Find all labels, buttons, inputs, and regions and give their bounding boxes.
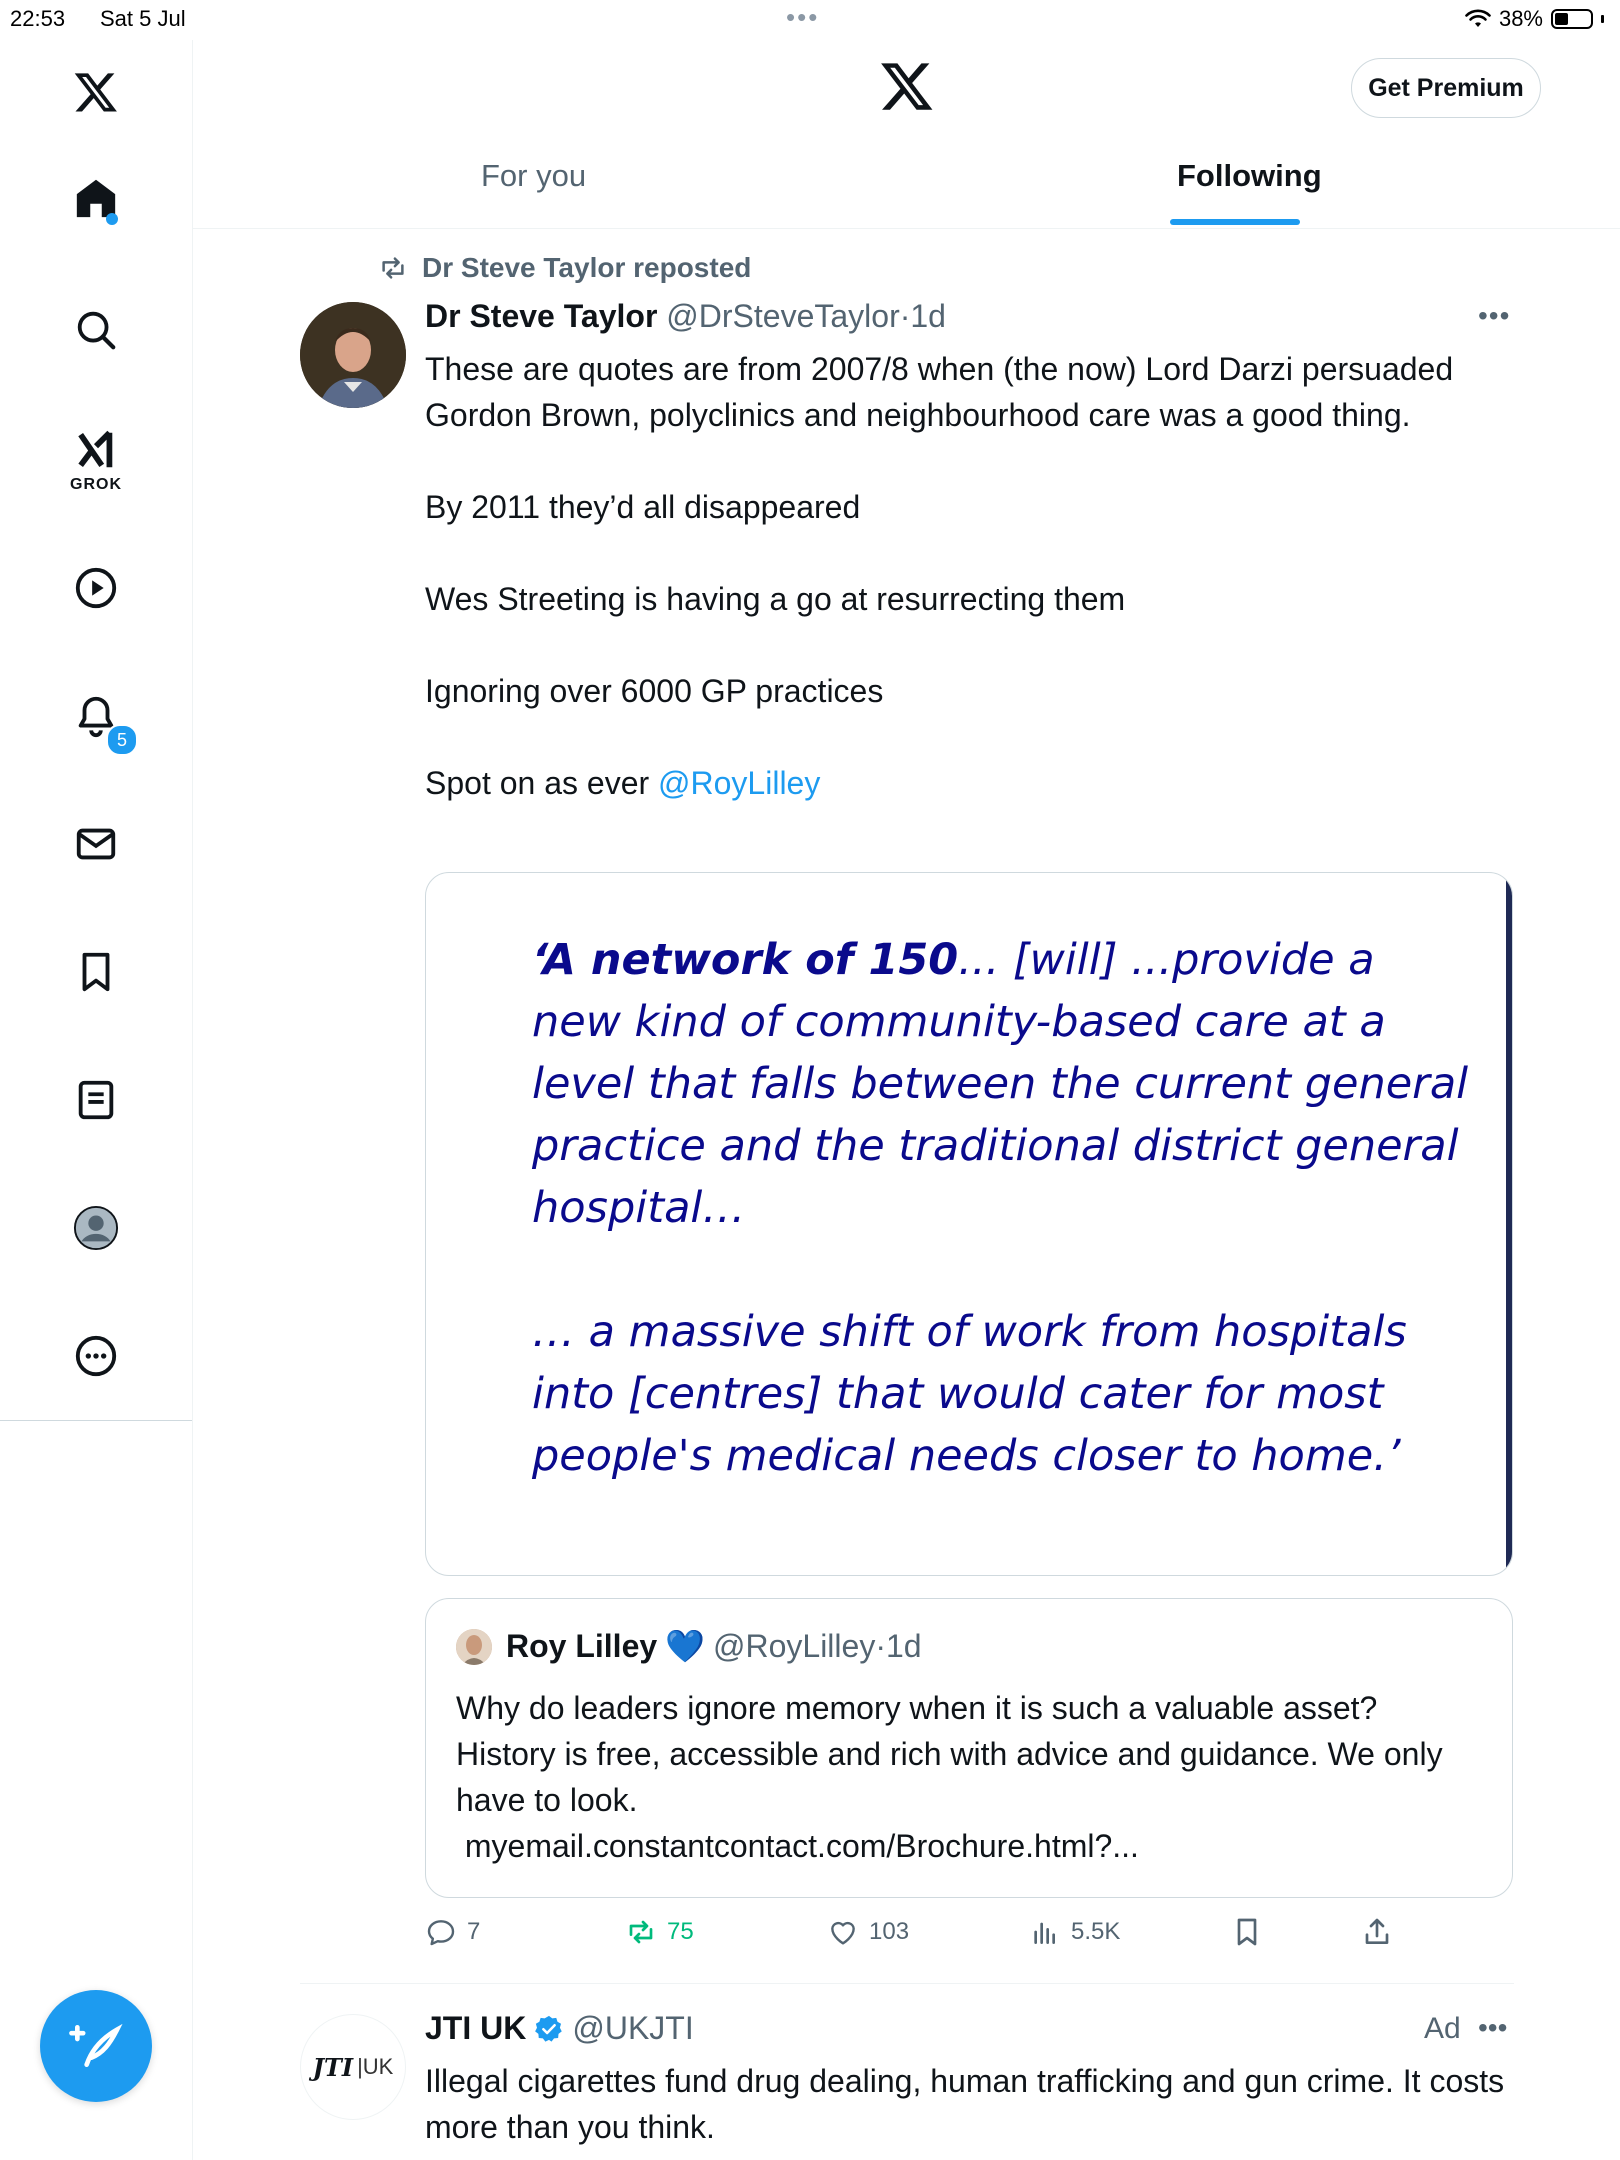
quoted-tweet[interactable]: [425, 1598, 1513, 1898]
ad-header: [425, 2010, 694, 2047]
bookmark-icon[interactable]: [66, 942, 126, 1002]
battery-icon: [1551, 9, 1593, 29]
ad-more-icon[interactable]: •••: [1478, 2012, 1508, 2043]
verified-badge-icon: [534, 2014, 564, 2044]
tab-following[interactable]: Following: [1177, 158, 1322, 193]
x-logo-icon[interactable]: [66, 62, 126, 122]
separator-dot: ·: [899, 298, 911, 334]
mention-link[interactable]: @RoyLilley: [658, 765, 821, 801]
author-handle[interactable]: @DrSteveTaylor: [666, 298, 900, 334]
views-icon: [1029, 1916, 1061, 1948]
image-quote-rest: ... [will] ...provide a new kind of community-based care at a level that falls between the current general practice and the traditional district general hospital…: [532, 935, 1469, 1233]
status-bar: [0, 0, 1620, 40]
ad-avatar[interactable]: [300, 2014, 406, 2120]
like-button[interactable]: [827, 1916, 909, 1948]
tweet-paragraph: By 2011 they’d all disappeared: [425, 489, 861, 525]
quoted-handle: @RoyLilley: [713, 1627, 876, 1664]
image-quote-text: [532, 929, 1472, 1487]
reply-count: 7: [467, 1918, 481, 1945]
quoted-header: [506, 1627, 922, 1665]
tweet-paragraph-last: [425, 760, 1505, 806]
tweet-text: [425, 346, 1505, 806]
active-tab-indicator: [1170, 219, 1300, 225]
avatar-icon[interactable]: [66, 1198, 126, 1258]
repost-count: 75: [667, 1918, 694, 1945]
repost-indicator[interactable]: [378, 252, 751, 284]
quoted-author-avatar: [456, 1629, 492, 1665]
views-count: 5.5K: [1071, 1918, 1121, 1945]
battery-level: [1555, 13, 1568, 25]
repost-label: Dr Steve Taylor reposted: [422, 252, 752, 283]
wifi-icon: [1465, 9, 1491, 29]
share-button[interactable]: [1361, 1916, 1393, 1948]
heart-icon: [827, 1916, 859, 1948]
blue-heart-emoji: 💙: [665, 1628, 705, 1664]
separator-dot: ·: [875, 1627, 886, 1664]
quoted-body: Why do leaders ignore memory when it is such a valuable asset? History is free, accessible and rich with advice and guidance. We only have to look.: [456, 1690, 1443, 1818]
author-avatar[interactable]: [300, 302, 406, 408]
tab-for-you[interactable]: For you: [481, 158, 587, 193]
sidebar: [0, 40, 193, 2160]
tweet-more-icon[interactable]: •••: [1478, 300, 1511, 331]
home-unread-dot: [106, 213, 118, 225]
status-time: 22:53: [10, 6, 66, 31]
tweet-actions: [425, 1916, 1515, 1956]
ad-handle[interactable]: @UKJTI: [572, 2010, 694, 2046]
tweet-paragraph: These are quotes are from 2007/8 when (the now) Lord Darzi persuaded Gordon Brown, polyclinics and neighbourhood care was a good thing.: [425, 351, 1454, 433]
sidebar-divider: [0, 1420, 192, 1421]
search-icon[interactable]: [66, 300, 126, 360]
multitasking-dots-icon[interactable]: •••: [786, 2, 820, 32]
more-icon[interactable]: [66, 1326, 126, 1386]
ad-avatar-sub: |UK: [357, 2054, 394, 2079]
image-quote-para2: … a massive shift of work from hospitals into [centres] that would cater for most people's medical needs closer to home.’: [532, 1307, 1407, 1481]
image-edge: [1506, 873, 1512, 1575]
like-count: 103: [869, 1918, 910, 1945]
repost-button[interactable]: [625, 1916, 694, 1948]
play-icon[interactable]: [66, 558, 126, 618]
compose-icon: [68, 2018, 124, 2074]
mail-icon[interactable]: [66, 814, 126, 874]
timeline-header: [193, 40, 1620, 229]
tweet-paragraph: Wes Streeting is having a go at resurrecting them: [425, 581, 1126, 617]
quoted-author-name: Roy Lilley: [506, 1627, 658, 1664]
quoted-text: [456, 1685, 1476, 1869]
tweet-header: [425, 298, 946, 335]
repost-icon: [625, 1916, 657, 1948]
reply-button[interactable]: [425, 1916, 480, 1948]
repost-icon: [378, 253, 408, 283]
bookmark-icon: [1231, 1916, 1263, 1948]
grok-label: GROK: [70, 476, 122, 493]
tweet-time[interactable]: 1d: [910, 298, 946, 334]
tweet-paragraph: Ignoring over 6000 GP practices: [425, 673, 884, 709]
ad-author-name[interactable]: JTI UK: [425, 2010, 527, 2046]
get-premium-button[interactable]: Get Premium: [1351, 58, 1541, 118]
grok-icon[interactable]: [66, 420, 126, 480]
status-right: [1465, 6, 1604, 32]
ad-text: Illegal cigarettes fund drug dealing, human trafficking and gun crime. It costs more than you think.: [425, 2063, 1505, 2145]
battery-percent: 38%: [1498, 6, 1543, 31]
ad-avatar-logo: JTI: [312, 2052, 354, 2082]
tweet-image[interactable]: [425, 872, 1513, 1576]
author-name[interactable]: Dr Steve Taylor: [425, 298, 658, 334]
tweet-divider: [300, 1983, 1514, 1984]
views-button[interactable]: [1029, 1916, 1120, 1948]
compose-button[interactable]: [40, 1990, 152, 2102]
quoted-time: 1d: [885, 1627, 922, 1664]
quoted-link: myemail.constantcontact.com/Brochure.html?...: [456, 1828, 1139, 1864]
tweet-paragraph: Spot on as ever: [425, 765, 650, 801]
share-icon: [1361, 1916, 1393, 1948]
bookmark-button[interactable]: [1231, 1916, 1263, 1948]
x-logo-icon[interactable]: [879, 58, 935, 114]
reply-icon: [425, 1916, 457, 1948]
status-date: Sat 5 Jul: [100, 6, 186, 31]
list-icon[interactable]: [66, 1070, 126, 1130]
ad-label: Ad: [1424, 2012, 1461, 2045]
notification-badge: 5: [106, 724, 138, 756]
battery-cap: [1601, 15, 1604, 23]
image-quote-bold: ‘A network of 150: [532, 935, 959, 985]
